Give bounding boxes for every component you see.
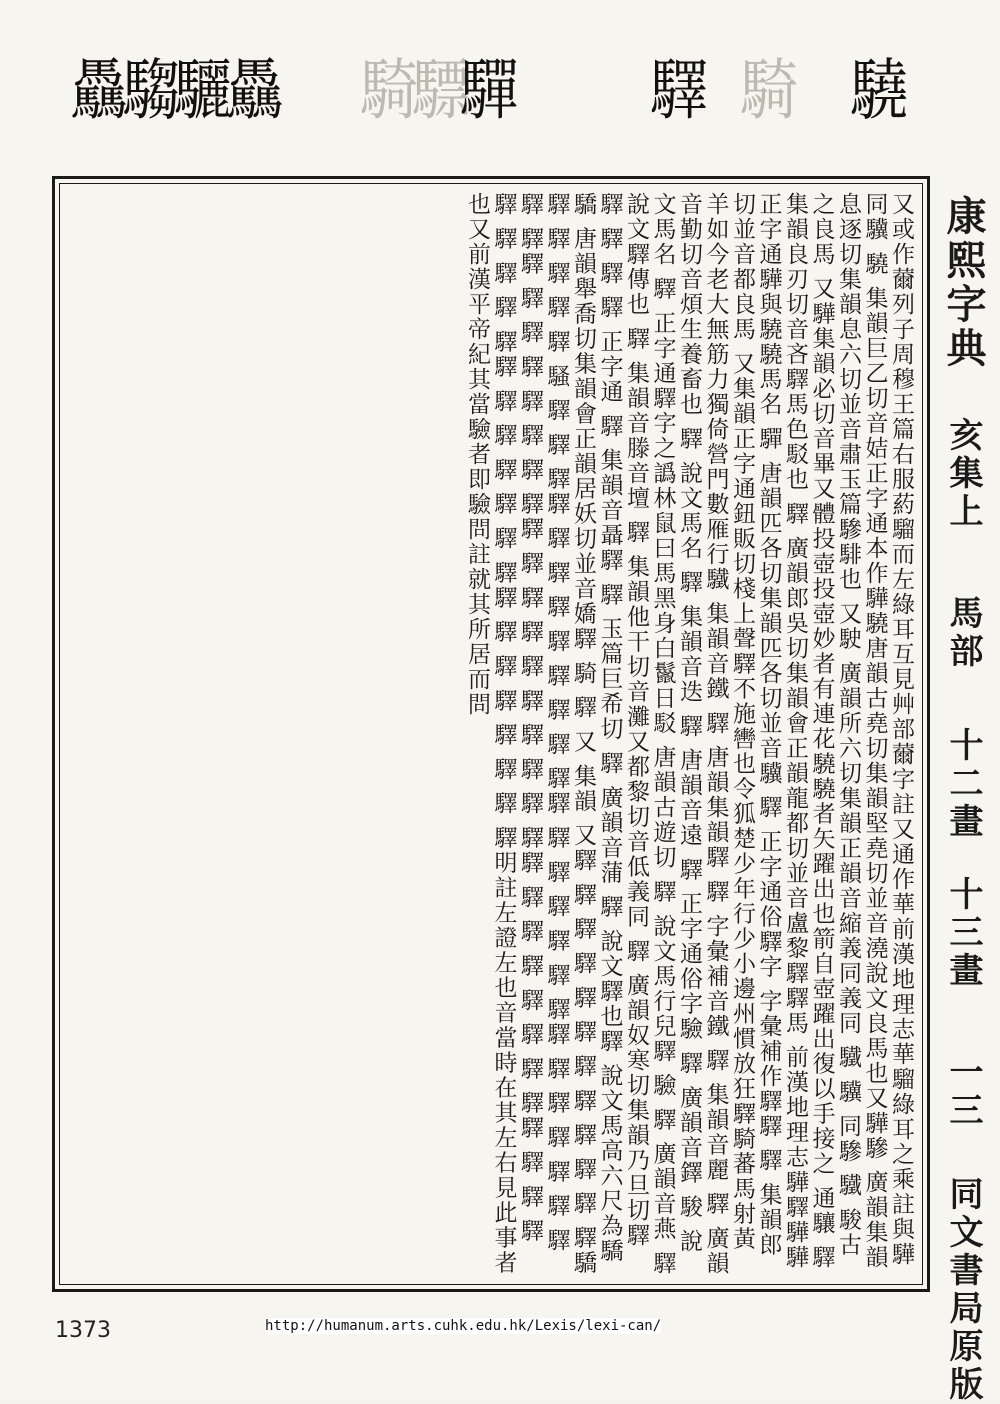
running-head (936, 195, 992, 1404)
text-column: 林鼠曰馬黑身白鬣日駁 唐韻古遊切 驛 說文馬行兒 (649, 485, 676, 1039)
seal-script-header (60, 30, 940, 150)
text-column: 切音煩生養畜也 驛 說文馬名 驛 集韻音迭 驛 唐韻音遠 驛 正字通俗字 (676, 242, 702, 1017)
text-column: 驛 驛 驛 驛 驛 驛 驛 驛 驛 (543, 491, 570, 791)
text-column: 驛 驛 驛 驛 驛 驛 驛 驛 (490, 585, 517, 851)
text-frame-inner (59, 183, 923, 1285)
text-column: 驛 騎 驛 又 集韻 又 (570, 626, 596, 848)
stroke-count-2: 十三畫 (943, 876, 983, 991)
radical-label: 馬部 (943, 594, 983, 671)
text-column: 又驊驂 廣韻集韻息逐切集韻息六切並音肅玉篇驂騑也 又駛 廣韻所六切集韻正韻音縮義同 (835, 192, 888, 1270)
seal-glyph-group-2: 驒 (460, 50, 513, 130)
text-column: 又體投壺投壺妙者有連花驍驍者矢躍出也箭自壺躍出復以手接之 通 (808, 476, 835, 1211)
text-column: 驛 驛 玉篇巨希切 驛 廣韻音蒲 驛 說文驛也 (596, 547, 623, 1029)
text-column: 驗 驛 廣韻音鐸 駿 說文馬名 驛 正字通驛字之譌 (649, 192, 702, 1254)
text-column: 驛 驛 驛 驛 驛 正字通 驛 集韻音聶 (596, 192, 649, 1248)
seal-glyph-group-1: 驫騶驪驫 (70, 50, 279, 130)
publisher-label: 同文書局原版 (943, 1176, 983, 1404)
text-column: 驛 說文馬高六尺為驕 驕 唐韻舉喬切集韻會正韻居妖切並音嬌 (570, 192, 623, 1264)
page-number: 1373 (55, 1318, 111, 1343)
text-column: 驛 驛 驛 驛 驛 驛 驛 驛 驛 (490, 192, 543, 1244)
running-page-number: 一三 (943, 1054, 983, 1131)
dictionary-body-text (68, 192, 914, 1276)
text-column: 驛 驛 驛 驛 驛 驛 驛 (543, 791, 570, 1022)
text-frame (52, 176, 930, 1292)
source-url-link[interactable]: http://humanum.arts.cuhk.edu.hk/Lexis/lexi-can/ (265, 1318, 662, 1334)
text-column: 正字通鈕販切棧上聲驛不施轡也令狐楚少年行少小邊州慣放狂驛騎蕃馬射黃羊如今老大無筋力獨倚營門數雁行 (702, 192, 755, 1252)
text-column: 音壇 驛 集韻他干切音灘又都黎切音低義同 驛 廣韻奴寒切集韻乃旦切 (623, 460, 649, 1223)
text-column: 驕 驛 驛 驛 驛 驛 騷 驛 驛 驛 (543, 192, 596, 1276)
text-column: 驖 集韻音鐵 驛 唐韻集韻驛 驛 字彙補音鐵 驛 集韻音麗 驛 廣韻音勤 (676, 192, 729, 1276)
text-column: 驛 驛 驛 驛 驛 驛 驛 (490, 354, 517, 586)
text-column: 義同 驖 驥 同驂 驖 駿古之良馬 又驊集韻必切音畢 (808, 192, 861, 1258)
book-title: 康熙字典 (940, 195, 987, 371)
volume-label: 亥集上 (943, 416, 983, 531)
text-column: 驛 驗 驛 廣韻音燕 驛 說文驛傳也 驛 集韻音滕 (623, 192, 676, 1276)
text-column: 驛 驛 驛 驛 驛 驛 驛 驛 驛 驛 驛 驛 (570, 847, 596, 1251)
seal-glyph-faint: 騎驃 (360, 50, 465, 130)
stroke-count-1: 十二畫 (943, 726, 983, 841)
text-column: 驛 驛 驛 驛 驛 驛 驛 驛 (517, 251, 543, 517)
text-column: 驛 驛 驛 驛 驛 驛 驛 驛 (517, 850, 543, 1116)
text-column: 驤 驛 集韻良刃切音吝驛馬色駁也 驛 廣韻郎吳切集韻會正韻龍都切並音盧 (782, 192, 835, 1270)
text-column: 驥 驍 集韻巨乙切音姞正字通本作驊驍唐韻古堯切集韻堅堯切並音澆說文良馬也 (861, 217, 888, 1086)
text-column: 黎驛驛馬 前漢地理志驊驛驊驊 正字通驊與驍驍馬名 驒 唐韻匹各切集韻匹各切並音 (755, 192, 808, 1270)
text-column: 驛 驛 驛 驛 驛 驛 驛 驛 驛 驛 (517, 516, 543, 851)
seal-glyph-faint-2: 騎 (740, 50, 793, 130)
text-column: 驥 驛 正字通俗驛字 字彙補作驛驛 驛 集韻郎切並音都良馬 又集韻 (729, 192, 782, 1258)
seal-glyph-group-3: 驛 (650, 50, 703, 130)
text-column: 驛 驛 驛 驛 驛 驛 驛 驛 驛 (517, 192, 570, 1253)
seal-glyph-group-4: 驍 (850, 50, 903, 130)
text-column: 又或作薾列子周穆王篇右服葯騮而左綠耳互見艸部薾字註又通作華前漢地理志華騮綠耳之乘註與驊同 (861, 192, 914, 1267)
text-column: 明註左證左也音當時在其左右見此事者也又前漢平帝紀其當驗者即驗問註就其所居而問 (464, 192, 517, 1276)
